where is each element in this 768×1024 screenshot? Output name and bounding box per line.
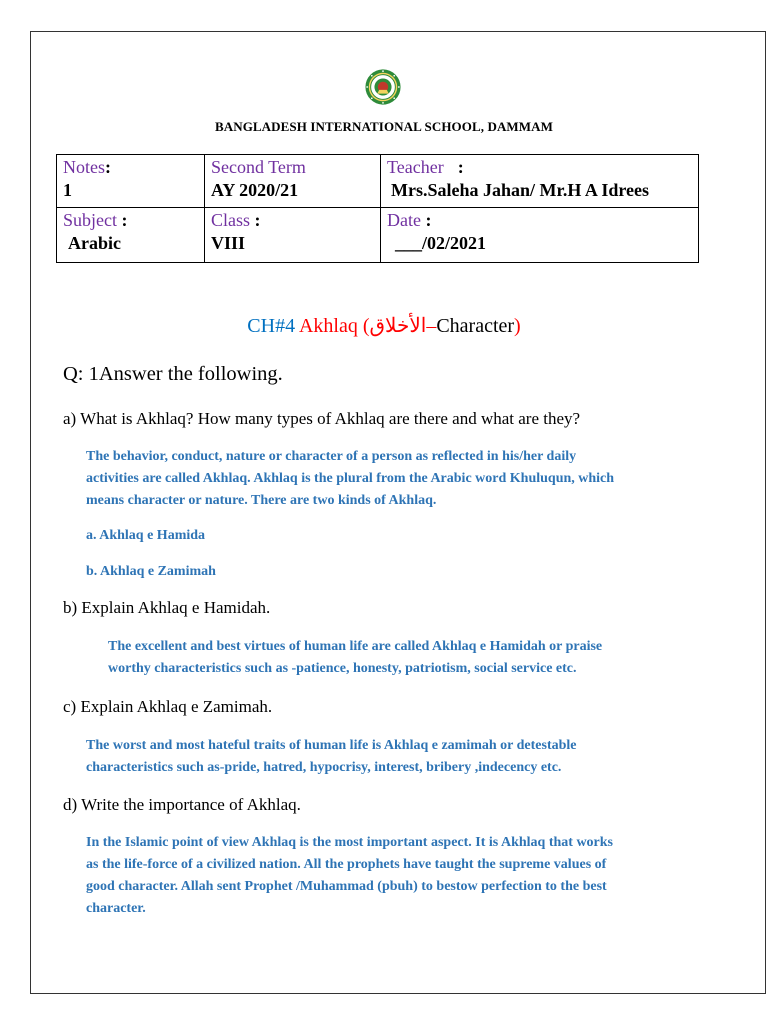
answer-a-list-item: b. Akhlaq e Zamimah: [86, 564, 216, 579]
class-cell: [205, 208, 381, 263]
answer-line: The behavior, conduct, nature or character of a person as reflected in his/her daily: [86, 449, 577, 464]
question-b: b) Explain Akhlaq e Hamidah.: [63, 598, 271, 617]
question-d: d) Write the importance of Akhlaq.: [63, 795, 301, 814]
answer-line: The excellent and best virtues of human life are called Akhlaq e Hamidah or praise: [108, 639, 603, 654]
chapter-heading: [0, 313, 768, 338]
info-table: [56, 154, 699, 263]
question-c: c) Explain Akhlaq e Zamimah.: [63, 697, 273, 716]
chapter-prefix: CH#4: [247, 315, 296, 337]
subject-colon: :: [117, 210, 128, 230]
teacher-label: Teacher: [387, 157, 444, 177]
teacher-colon: :: [457, 157, 464, 177]
subject-value: Arabic: [68, 233, 121, 253]
notes-label: Notes: [63, 157, 105, 177]
chapter-close: ): [514, 315, 521, 337]
answer-line: good character. Allah sent Prophet /Muhammad (pbuh) to bestow perfection to the best: [86, 879, 607, 894]
answer-line: In the Islamic point of view Akhlaq is the most important aspect. It is Akhlaq that works: [86, 835, 613, 850]
term-label: Second Term: [211, 157, 306, 177]
date-label: Date: [387, 210, 421, 230]
teacher-cell: [381, 155, 699, 208]
answer-a-list-item: a. Akhlaq e Hamida: [86, 528, 206, 543]
date-cell: [381, 208, 699, 263]
chapter-english: Character: [436, 315, 515, 337]
answer-line: characteristics such as-pride, hatred, hypocrisy, interest, bribery ,indecency etc.: [86, 760, 562, 775]
question-a: a) What is Akhlaq? How many types of Akhlaq are there and what are they?: [63, 409, 581, 428]
term-cell: [205, 155, 381, 208]
school-name: BANGLADESH INTERNATIONAL SCHOOL, DAMMAM: [214, 119, 554, 134]
school-logo: [364, 68, 402, 106]
subject-cell: [57, 208, 205, 263]
answer-b: [108, 636, 602, 680]
class-value: VIII: [211, 233, 246, 253]
answer-line: as the life-force of a civilized nation. All the prophets have taught the supreme values of: [86, 857, 607, 872]
teacher-value: Mrs.Saleha Jahan/ Mr.H A Idrees: [391, 180, 650, 200]
class-label: Class: [211, 210, 251, 230]
answer-d: [86, 832, 613, 920]
answer-line: activities are called Akhlaq. Akhlaq is the plural from the Arabic word Khuluqun, which: [86, 471, 615, 486]
answer-a: [86, 446, 614, 512]
date-colon: :: [420, 210, 432, 230]
answer-line: worthy characteristics such as -patience, honesty, patriotism, social service etc.: [108, 661, 577, 676]
answer-line: means character or nature. There are two kinds of Akhlaq.: [86, 493, 437, 508]
main-question: Q: 1Answer the following.: [63, 363, 283, 385]
answer-line: character.: [86, 901, 146, 916]
answer-line: The worst and most hateful traits of human life is Akhlaq e zamimah or detestable: [86, 738, 577, 753]
chapter-title: Akhlaq (: [298, 315, 370, 337]
class-colon: :: [250, 210, 261, 230]
answer-c: [86, 735, 577, 779]
subject-label: Subject: [63, 210, 117, 230]
notes-value: 1: [63, 180, 72, 200]
notes-cell: [57, 155, 205, 208]
chapter-arabic: الأخلاق: [369, 315, 427, 337]
date-value: ___/02/2021: [395, 233, 487, 253]
notes-colon: :: [105, 157, 111, 177]
chapter-dash: –: [426, 315, 437, 337]
term-value: AY 2020/21: [211, 180, 299, 200]
